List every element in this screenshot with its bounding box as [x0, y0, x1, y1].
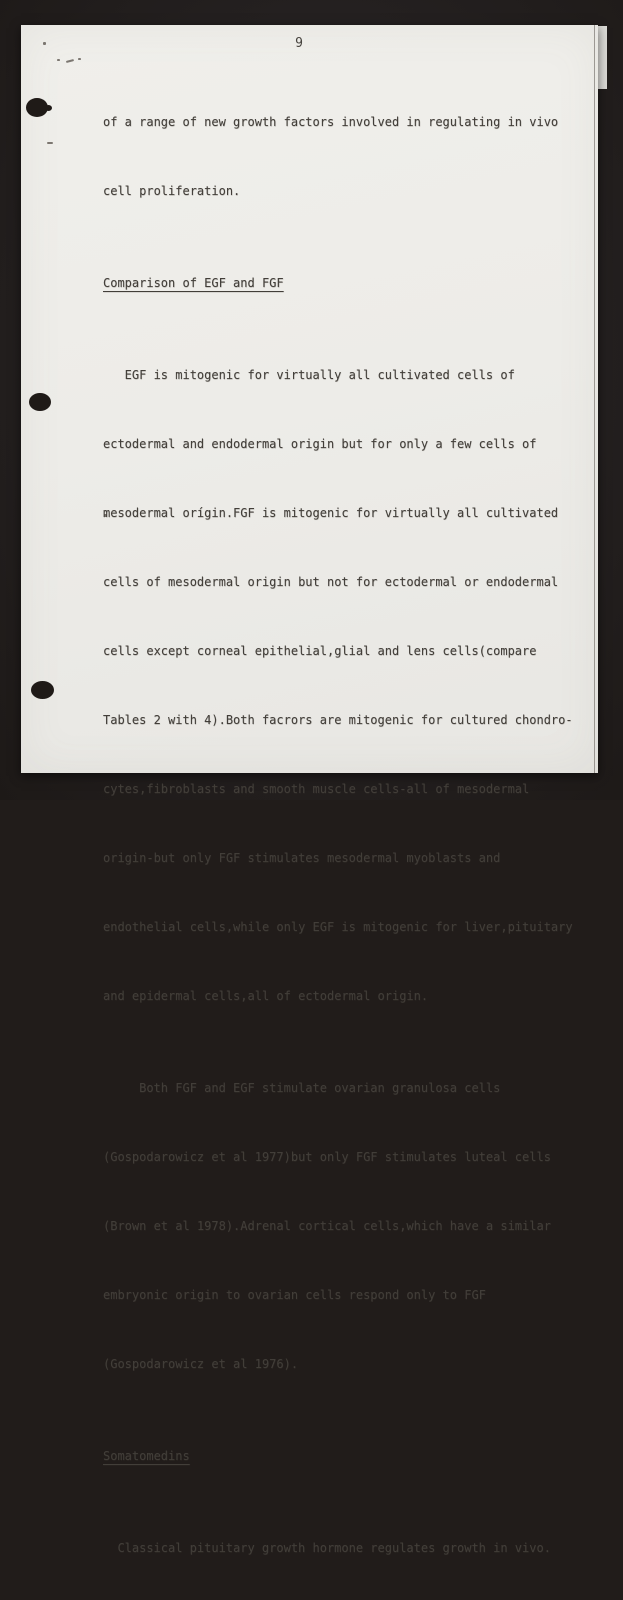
- pencil-mark: [78, 58, 81, 60]
- text-line: of a range of new growth factors involved in regulating in vivo: [103, 115, 559, 129]
- page-number: 9: [295, 36, 303, 51]
- text-line: EGF is mitogenic for virtually all cultivated cells of: [124, 368, 515, 382]
- typewritten-page: [21, 25, 598, 1555]
- text-line: (Gospodarowicz et al 1976).: [103, 1357, 299, 1371]
- pencil-mark: [66, 59, 74, 63]
- text-line: (Gospodarowicz et al 1977)but only FGF stimulates luteal cells: [103, 1150, 551, 1164]
- text-line: cells of mesodermal origin but not for ectodermal or endodermal: [103, 575, 559, 589]
- pencil-mark: [57, 59, 60, 61]
- body-text: [103, 65, 595, 1600]
- text-line: cells except corneal epithelial,glial and lens cells(compare: [103, 644, 537, 658]
- punch-hole-top: [26, 98, 48, 117]
- text-line: endothelial cells,while only EGF is mitogenic for liver,pituitary: [103, 920, 573, 934]
- text-line: embryonic origin to ovarian cells respond only to FGF: [103, 1288, 486, 1302]
- text-line: Tables 2 with 4).Both facrors are mitogenic for cultured chondro-: [103, 713, 573, 727]
- text-line: Classical pituitary growth hormone regulates growth in vivo.: [117, 1541, 551, 1555]
- under-sheet-edge: [597, 26, 607, 89]
- text-line: ectodermal and endodermal origin but for only a few cells of: [103, 437, 537, 451]
- text-line: cell proliferation.: [103, 184, 241, 198]
- text-line: cytes,fibroblasts and smooth muscle cells-all of mesodermal: [103, 782, 530, 796]
- pencil-mark: [43, 42, 46, 45]
- text-line: (Brown et al 1978).Adrenal cortical cells,which have a similar: [103, 1219, 551, 1233]
- punch-hole-bottom: [31, 681, 54, 699]
- section-heading-somatomedins: Somatomedins: [103, 1449, 190, 1463]
- text-line: origin-but only FGF stimulates mesodermal myoblasts and: [103, 851, 501, 865]
- punch-hole-middle: [29, 393, 51, 411]
- section-heading-comparison: Comparison of EGF and FGF: [103, 276, 284, 290]
- text-line: mesodermal orígin.FGF is mitogenic for virtually all cultivated: [103, 506, 559, 520]
- pencil-mark: [47, 142, 53, 144]
- text-line: and epidermal cells,all of ectodermal origin.: [103, 989, 429, 1003]
- text-line: Both FGF and EGF stimulate ovarian granulosa cells: [139, 1081, 501, 1095]
